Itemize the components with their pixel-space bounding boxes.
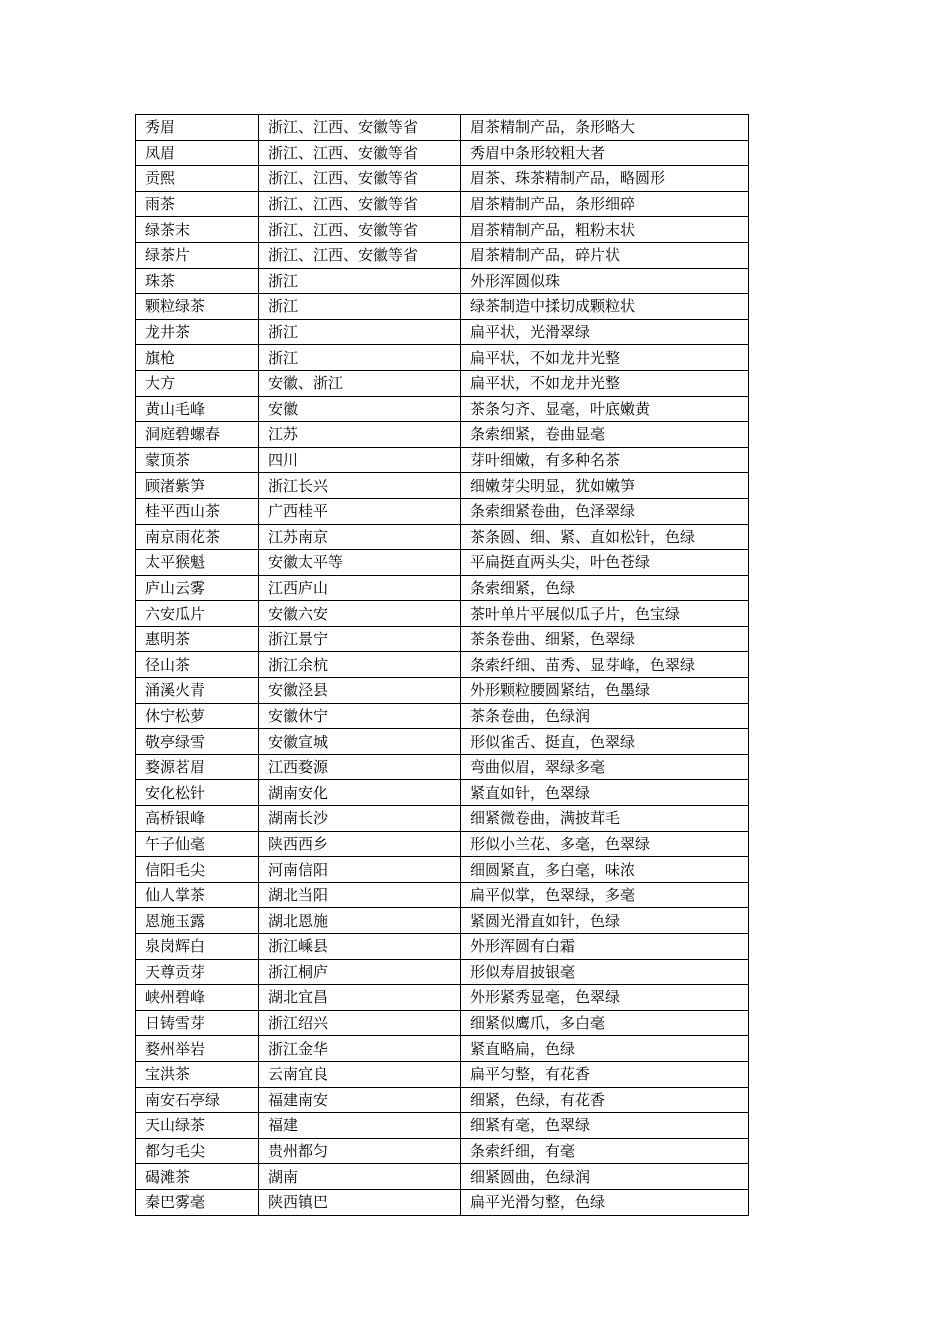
- table-row: [136, 217, 749, 243]
- table-row: [136, 294, 749, 320]
- origin-cell: 湖北当阳: [259, 882, 461, 908]
- description-cell: 细圆紧直，多白毫，味浓: [461, 857, 749, 883]
- table-row: [136, 1164, 749, 1190]
- tea-name-cell: 婺源茗眉: [136, 754, 259, 780]
- table-row: [136, 934, 749, 960]
- description-cell: 细紧有毫，色翠绿: [461, 1113, 749, 1139]
- tea-name-cell: 涌溪火青: [136, 678, 259, 704]
- description-cell: 茶条卷曲，色绿润: [461, 703, 749, 729]
- description-cell: 条索细紧卷曲，色泽翠绿: [461, 498, 749, 524]
- table-row: [136, 473, 749, 499]
- origin-cell: 河南信阳: [259, 857, 461, 883]
- origin-cell: 浙江、江西、安徽等省: [259, 191, 461, 217]
- origin-cell: 浙江: [259, 319, 461, 345]
- tea-name-cell: 日铸雪芽: [136, 1010, 259, 1036]
- origin-cell: 安徽、浙江: [259, 370, 461, 396]
- tea-name-cell: 恩施玉露: [136, 908, 259, 934]
- origin-cell: 湖南安化: [259, 780, 461, 806]
- origin-cell: 浙江景宁: [259, 626, 461, 652]
- origin-cell: 江西庐山: [259, 575, 461, 601]
- table-row: [136, 959, 749, 985]
- table-row: [136, 447, 749, 473]
- origin-cell: 湖北恩施: [259, 908, 461, 934]
- tea-name-cell: 颗粒绿茶: [136, 294, 259, 320]
- tea-name-cell: 午子仙毫: [136, 831, 259, 857]
- table-row: [136, 575, 749, 601]
- tea-name-cell: 宝洪茶: [136, 1061, 259, 1087]
- description-cell: 茶条卷曲、细紧，色翠绿: [461, 626, 749, 652]
- description-cell: 茶条圆、细、紧、直如松针，色绿: [461, 524, 749, 550]
- description-cell: 紧直略扁，色绿: [461, 1036, 749, 1062]
- table-row: [136, 242, 749, 268]
- origin-cell: 浙江、江西、安徽等省: [259, 242, 461, 268]
- description-cell: 形似小兰花、多毫，色翠绿: [461, 831, 749, 857]
- table-row: [136, 882, 749, 908]
- table-row: [136, 396, 749, 422]
- origin-cell: 陕西镇巴: [259, 1189, 461, 1215]
- description-cell: 绿茶制造中揉切成颗粒状: [461, 294, 749, 320]
- origin-cell: 安徽泾县: [259, 678, 461, 704]
- table-row: [136, 1061, 749, 1087]
- origin-cell: 浙江绍兴: [259, 1010, 461, 1036]
- table-row: [136, 140, 749, 166]
- table-row: [136, 703, 749, 729]
- origin-cell: 浙江、江西、安徽等省: [259, 140, 461, 166]
- origin-cell: 江苏南京: [259, 524, 461, 550]
- table-row: [136, 1010, 749, 1036]
- description-cell: 细紧微卷曲，满披茸毛: [461, 806, 749, 832]
- description-cell: 紧圆光滑直如针，色绿: [461, 908, 749, 934]
- description-cell: 茶叶单片平展似瓜子片，色宝绿: [461, 601, 749, 627]
- tea-name-cell: 泉岗辉白: [136, 934, 259, 960]
- tea-name-cell: 仙人掌茶: [136, 882, 259, 908]
- description-cell: 扁平匀整，有花香: [461, 1061, 749, 1087]
- table-row: [136, 191, 749, 217]
- description-cell: 外形颗粒腰圆紧结，色墨绿: [461, 678, 749, 704]
- origin-cell: 湖南长沙: [259, 806, 461, 832]
- table-row: [136, 1087, 749, 1113]
- description-cell: 眉茶精制产品，条形略大: [461, 115, 749, 141]
- tea-table-body: [136, 115, 749, 1216]
- tea-name-cell: 休宁松萝: [136, 703, 259, 729]
- origin-cell: 浙江嵊县: [259, 934, 461, 960]
- description-cell: 扁平状，不如龙井光整: [461, 370, 749, 396]
- description-cell: 细紧，色绿，有花香: [461, 1087, 749, 1113]
- description-cell: 条索纤细、苗秀、显芽峰，色翠绿: [461, 652, 749, 678]
- table-row: [136, 268, 749, 294]
- tea-name-cell: 敬亭绿雪: [136, 729, 259, 755]
- table-row: [136, 498, 749, 524]
- origin-cell: 浙江金华: [259, 1036, 461, 1062]
- tea-name-cell: 太平猴魁: [136, 550, 259, 576]
- table-row: [136, 831, 749, 857]
- origin-cell: 湖北宜昌: [259, 985, 461, 1011]
- description-cell: 茶条匀齐、显毫，叶底嫩黄: [461, 396, 749, 422]
- origin-cell: 安徽: [259, 396, 461, 422]
- description-cell: 芽叶细嫩，有多种名茶: [461, 447, 749, 473]
- origin-cell: 安徽太平等: [259, 550, 461, 576]
- origin-cell: 江西婺源: [259, 754, 461, 780]
- table-row: [136, 678, 749, 704]
- tea-name-cell: 蒙顶茶: [136, 447, 259, 473]
- tea-name-cell: 婺州举岩: [136, 1036, 259, 1062]
- tea-name-cell: 绿茶片: [136, 242, 259, 268]
- origin-cell: 浙江桐庐: [259, 959, 461, 985]
- tea-name-cell: 桂平西山茶: [136, 498, 259, 524]
- tea-name-cell: 六安瓜片: [136, 601, 259, 627]
- table-row: [136, 370, 749, 396]
- description-cell: 细紧圆曲，色绿润: [461, 1164, 749, 1190]
- table-row: [136, 1189, 749, 1215]
- origin-cell: 江苏: [259, 422, 461, 448]
- description-cell: 扁平光滑匀整，色绿: [461, 1189, 749, 1215]
- table-row: [136, 652, 749, 678]
- description-cell: 平扁挺直两头尖，叶色苍绿: [461, 550, 749, 576]
- description-cell: 条索细紧，色绿: [461, 575, 749, 601]
- tea-name-cell: 庐山云雾: [136, 575, 259, 601]
- origin-cell: 湖南: [259, 1164, 461, 1190]
- description-cell: 扁平似掌，色翠绿，多毫: [461, 882, 749, 908]
- description-cell: 秀眉中条形较粗大者: [461, 140, 749, 166]
- origin-cell: 贵州都匀: [259, 1138, 461, 1164]
- origin-cell: 浙江、江西、安徽等省: [259, 166, 461, 192]
- description-cell: 细紧似鹰爪，多白毫: [461, 1010, 749, 1036]
- description-cell: 形似雀舌、挺直，色翠绿: [461, 729, 749, 755]
- tea-name-cell: 碣滩茶: [136, 1164, 259, 1190]
- description-cell: 条索细紧，卷曲显毫: [461, 422, 749, 448]
- tea-name-cell: 秦巴雾毫: [136, 1189, 259, 1215]
- table-row: [136, 626, 749, 652]
- tea-name-cell: 天尊贡芽: [136, 959, 259, 985]
- table-row: [136, 857, 749, 883]
- table-row: [136, 422, 749, 448]
- table-row: [136, 985, 749, 1011]
- tea-name-cell: 贡熙: [136, 166, 259, 192]
- table-row: [136, 780, 749, 806]
- tea-name-cell: 绿茶末: [136, 217, 259, 243]
- table-row: [136, 729, 749, 755]
- tea-name-cell: 信阳毛尖: [136, 857, 259, 883]
- origin-cell: 安徽宣城: [259, 729, 461, 755]
- table-row: [136, 166, 749, 192]
- origin-cell: 浙江、江西、安徽等省: [259, 217, 461, 243]
- description-cell: 条索纤细，有毫: [461, 1138, 749, 1164]
- table-row: [136, 1036, 749, 1062]
- tea-name-cell: 径山茶: [136, 652, 259, 678]
- origin-cell: 安徽六安: [259, 601, 461, 627]
- description-cell: 外形浑圆有白霜: [461, 934, 749, 960]
- description-cell: 紧直如针，色翠绿: [461, 780, 749, 806]
- description-cell: 扁平状，不如龙井光整: [461, 345, 749, 371]
- origin-cell: 浙江: [259, 345, 461, 371]
- table-row: [136, 115, 749, 141]
- tea-name-cell: 秀眉: [136, 115, 259, 141]
- description-cell: 外形紧秀显毫，色翠绿: [461, 985, 749, 1011]
- tea-name-cell: 雨茶: [136, 191, 259, 217]
- table-row: [136, 908, 749, 934]
- origin-cell: 福建: [259, 1113, 461, 1139]
- tea-name-cell: 峡州碧峰: [136, 985, 259, 1011]
- tea-name-cell: 大方: [136, 370, 259, 396]
- origin-cell: 陕西西乡: [259, 831, 461, 857]
- origin-cell: 云南宜良: [259, 1061, 461, 1087]
- table-row: [136, 1113, 749, 1139]
- tea-name-cell: 高桥银峰: [136, 806, 259, 832]
- origin-cell: 浙江: [259, 268, 461, 294]
- origin-cell: 四川: [259, 447, 461, 473]
- table-row: [136, 601, 749, 627]
- table-row: [136, 550, 749, 576]
- tea-name-cell: 黄山毛峰: [136, 396, 259, 422]
- tea-name-cell: 凤眉: [136, 140, 259, 166]
- tea-name-cell: 龙井茶: [136, 319, 259, 345]
- description-cell: 扁平状，光滑翠绿: [461, 319, 749, 345]
- tea-name-cell: 南安石亭绿: [136, 1087, 259, 1113]
- description-cell: 形似寿眉披银毫: [461, 959, 749, 985]
- description-cell: 细嫩芽尖明显，犹如嫩笋: [461, 473, 749, 499]
- tea-table: [135, 114, 749, 1216]
- description-cell: 眉茶、珠茶精制产品，略圆形: [461, 166, 749, 192]
- table-row: [136, 345, 749, 371]
- description-cell: 眉茶精制产品，条形细碎: [461, 191, 749, 217]
- table-row: [136, 806, 749, 832]
- origin-cell: 浙江: [259, 294, 461, 320]
- tea-name-cell: 南京雨花茶: [136, 524, 259, 550]
- description-cell: 外形浑圆似珠: [461, 268, 749, 294]
- origin-cell: 浙江、江西、安徽等省: [259, 115, 461, 141]
- tea-name-cell: 天山绿茶: [136, 1113, 259, 1139]
- description-cell: 眉茶精制产品，碎片状: [461, 242, 749, 268]
- origin-cell: 福建南安: [259, 1087, 461, 1113]
- tea-name-cell: 惠明茶: [136, 626, 259, 652]
- origin-cell: 浙江长兴: [259, 473, 461, 499]
- description-cell: 眉茶精制产品，粗粉末状: [461, 217, 749, 243]
- tea-name-cell: 珠茶: [136, 268, 259, 294]
- table-row: [136, 1138, 749, 1164]
- table-row: [136, 319, 749, 345]
- tea-name-cell: 旗枪: [136, 345, 259, 371]
- table-row: [136, 754, 749, 780]
- tea-name-cell: 顾渚紫笋: [136, 473, 259, 499]
- tea-name-cell: 洞庭碧螺春: [136, 422, 259, 448]
- origin-cell: 安徽休宁: [259, 703, 461, 729]
- description-cell: 弯曲似眉，翠绿多毫: [461, 754, 749, 780]
- tea-name-cell: 安化松针: [136, 780, 259, 806]
- tea-name-cell: 都匀毛尖: [136, 1138, 259, 1164]
- origin-cell: 广西桂平: [259, 498, 461, 524]
- table-row: [136, 524, 749, 550]
- origin-cell: 浙江余杭: [259, 652, 461, 678]
